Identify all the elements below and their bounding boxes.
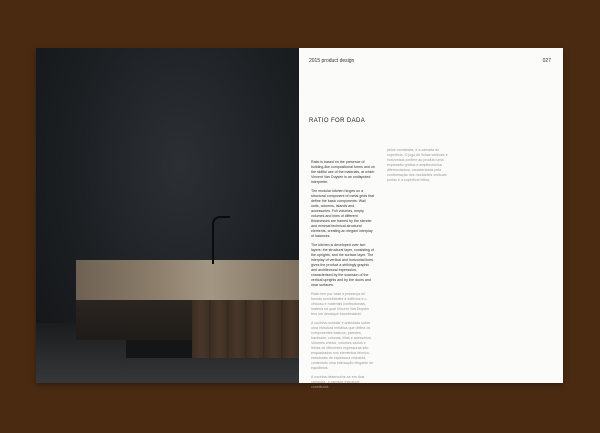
counter-side-panel (76, 300, 192, 340)
text-column-1 (311, 160, 375, 394)
kitchen-photo (36, 48, 299, 383)
faucet (212, 216, 230, 264)
page-header (309, 58, 551, 64)
stone-countertop (76, 260, 299, 300)
wood-cabinet-front (192, 300, 299, 358)
page-number: 027 (542, 58, 551, 64)
counter-base (126, 340, 192, 358)
paragraph-translation: pelos montantes, e a camada de superfície. O jogo de linhas verticais e horizontais confere ao produto uma expressão gráfica e arquitectónica diferenciadora, caracterizada pela conformação dos montantes verticais portas e a superfície feitos. (387, 148, 448, 182)
section-label: 2015 product design (309, 58, 355, 64)
paragraph: The kitchen is developed over two layers: the structural layer, consisting of the uprights, and the surface layer. The interplay of vertical and horizontal lines gives the product a strikingly graphic and architectural expression, characterised by the scansion of the vertical uprights and by the doors and near surfaces. (311, 243, 374, 287)
paragraph: Ratio is based on the presence of building-like compositional forms and on the skillful use of the materials, at which Vincent Van Duysen is an undisputed interpreter. (311, 160, 375, 184)
paragraph-translation: A cozinha modular é articulada sobre uma estrutura metálica que define os componentes básicos: paredes, hardware, colunas, ilhas e acessórios. Volumes cheios, volumes vazios e linhas de diferentes espessuras são enquadrados nos elementos técnico-estruturais de espessura reduzida, conferindo uma interacção elegante de equilíbrios. (311, 321, 374, 370)
text-column-2 (387, 148, 449, 187)
paragraph-translation: Ratio tem por base a presença de formas semelhantes a edifícios e o virtuoso e materiais confeccionais, matéria na qual Vincent Van Duysen tem um destaque incontestável. (311, 292, 370, 316)
text-page (299, 48, 563, 389)
paragraph-translation: A cozinha desenvolve-se em dois camadas: a camada estrutural, constituída (311, 375, 365, 389)
article-title: RATIO FOR DADA (309, 118, 366, 124)
brochure-spread (36, 48, 563, 389)
paragraph: The modular kitchen hinges on a structural component of metal grids that define the basic components: Wall units, columns, islands and accessories. Full volumes, empty volumes and lines of different thicknesses are framed by the slender and minimal technical-structural elements, creating an elegant interplay of balances. (311, 189, 375, 238)
